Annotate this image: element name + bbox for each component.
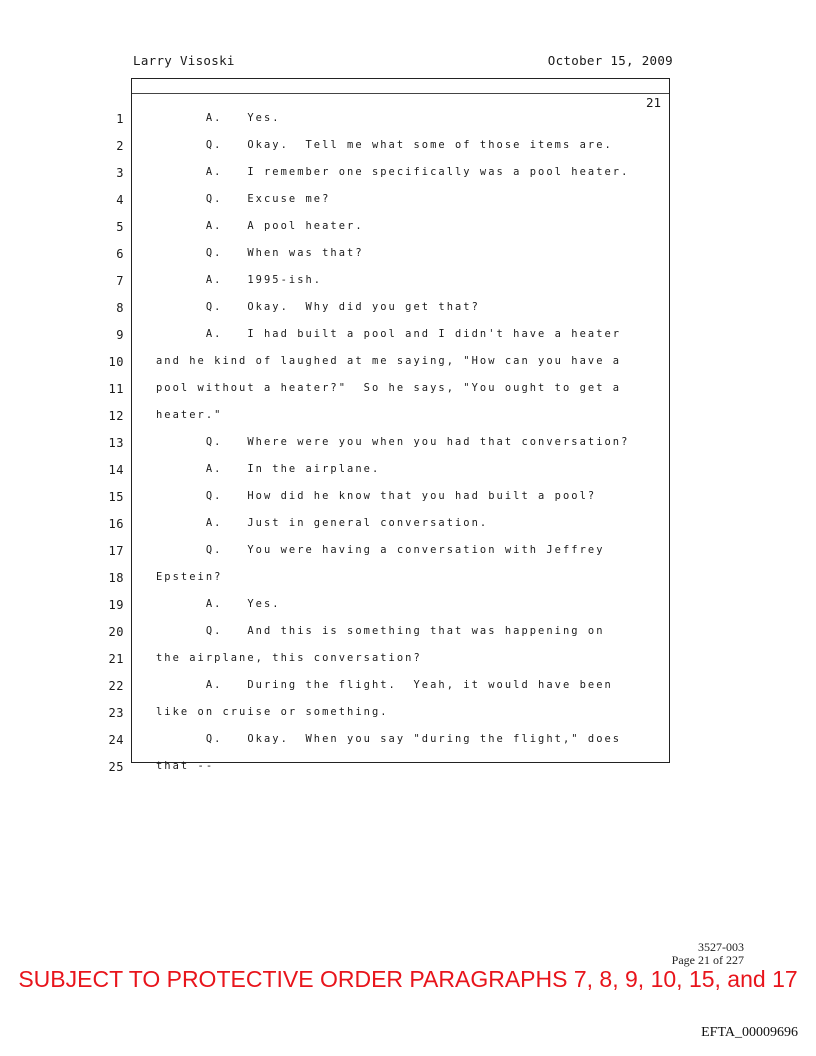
protective-order-notice: SUBJECT TO PROTECTIVE ORDER PARAGRAPHS 7, 8, 9, 10, 15, and 17 xyxy=(18,966,798,992)
transcript-line xyxy=(0,652,816,679)
line-number: 2 xyxy=(116,139,124,153)
transcript-line xyxy=(0,220,816,247)
line-text: Q. When was that? xyxy=(156,247,364,259)
transcript-line xyxy=(0,328,816,355)
line-text: A. Yes. xyxy=(156,598,281,610)
line-text: the airplane, this conversation? xyxy=(156,652,422,664)
line-text: Q. Okay. When you say "during the flight," does xyxy=(156,733,622,745)
line-text: Q. Excuse me? xyxy=(156,193,331,205)
transcript-line xyxy=(0,193,816,220)
line-text: that -- xyxy=(156,760,215,772)
line-text: heater." xyxy=(156,409,223,421)
transcript-line xyxy=(0,571,816,598)
transcript-line xyxy=(0,760,816,787)
line-number: 14 xyxy=(108,463,124,477)
transcript-line xyxy=(0,301,816,328)
transcript-line xyxy=(0,166,816,193)
line-text: A. During the flight. Yeah, it would have been xyxy=(156,679,613,691)
transcript-line xyxy=(0,625,816,652)
line-number: 6 xyxy=(116,247,124,261)
transcript-line xyxy=(0,274,816,301)
line-text: pool without a heater?" So he says, "You ought to get a xyxy=(156,382,622,394)
line-number: 18 xyxy=(108,571,124,585)
deposition-date: October 15, 2009 xyxy=(547,53,673,68)
transcript-line xyxy=(0,436,816,463)
line-number: 16 xyxy=(108,517,124,531)
line-text: A. Just in general conversation. xyxy=(156,517,489,529)
line-number: 21 xyxy=(108,652,124,666)
line-text: A. I had built a pool and I didn't have a heater xyxy=(156,328,622,340)
transcript-line xyxy=(0,490,816,517)
transcript-line xyxy=(0,598,816,625)
line-number: 19 xyxy=(108,598,124,612)
line-text: Q. And this is something that was happening on xyxy=(156,625,605,637)
line-number: 11 xyxy=(108,382,124,396)
line-text: and he kind of laughed at me saying, "How can you have a xyxy=(156,355,622,367)
line-text: Q. Where were you when you had that conversation? xyxy=(156,436,630,448)
transcript-line xyxy=(0,112,816,139)
transcript-line xyxy=(0,706,816,733)
bates-page: Page 21 of 227 xyxy=(671,953,744,967)
line-number: 5 xyxy=(116,220,124,234)
deponent-name: Larry Visoski xyxy=(133,53,235,68)
line-number: 24 xyxy=(108,733,124,747)
line-number: 15 xyxy=(108,490,124,504)
line-number: 17 xyxy=(108,544,124,558)
line-text: Q. How did he know that you had built a pool? xyxy=(156,490,597,502)
line-text: Epstein? xyxy=(156,571,223,583)
line-number: 4 xyxy=(116,193,124,207)
efta-document-id: EFTA_00009696 xyxy=(701,1025,798,1040)
transcript-line xyxy=(0,517,816,544)
line-text: A. I remember one specifically was a pool heater. xyxy=(156,166,630,178)
line-number: 13 xyxy=(108,436,124,450)
line-number: 25 xyxy=(108,760,124,774)
line-number: 22 xyxy=(108,679,124,693)
transcript-line xyxy=(0,733,816,760)
line-number: 23 xyxy=(108,706,124,720)
line-number: 20 xyxy=(108,625,124,639)
line-number: 3 xyxy=(116,166,124,180)
line-number: 7 xyxy=(116,274,124,288)
transcript-line xyxy=(0,544,816,571)
line-text: A. In the airplane. xyxy=(156,463,381,475)
line-text: like on cruise or something. xyxy=(156,706,389,718)
transcript-line xyxy=(0,463,816,490)
line-text: Q. Okay. Tell me what some of those items are. xyxy=(156,139,613,151)
transcript-line xyxy=(0,382,816,409)
transcript-line xyxy=(0,409,816,436)
bates-number: 3527-003 xyxy=(698,940,744,954)
line-number: 8 xyxy=(116,301,124,315)
line-text: A. A pool heater. xyxy=(156,220,364,232)
line-text: Q. You were having a conversation with Jeffrey xyxy=(156,544,605,556)
line-number: 10 xyxy=(108,355,124,369)
line-number: 12 xyxy=(108,409,124,423)
transcript-line xyxy=(0,139,816,166)
transcript-line xyxy=(0,247,816,274)
line-number: 1 xyxy=(116,112,124,126)
line-text: Q. Okay. Why did you get that? xyxy=(156,301,480,313)
transcript-page-number: 21 xyxy=(645,95,661,110)
line-number: 9 xyxy=(116,328,124,342)
transcript-line xyxy=(0,679,816,706)
line-text: A. 1995-ish. xyxy=(156,274,323,286)
line-text: A. Yes. xyxy=(156,112,281,124)
transcript-line xyxy=(0,355,816,382)
